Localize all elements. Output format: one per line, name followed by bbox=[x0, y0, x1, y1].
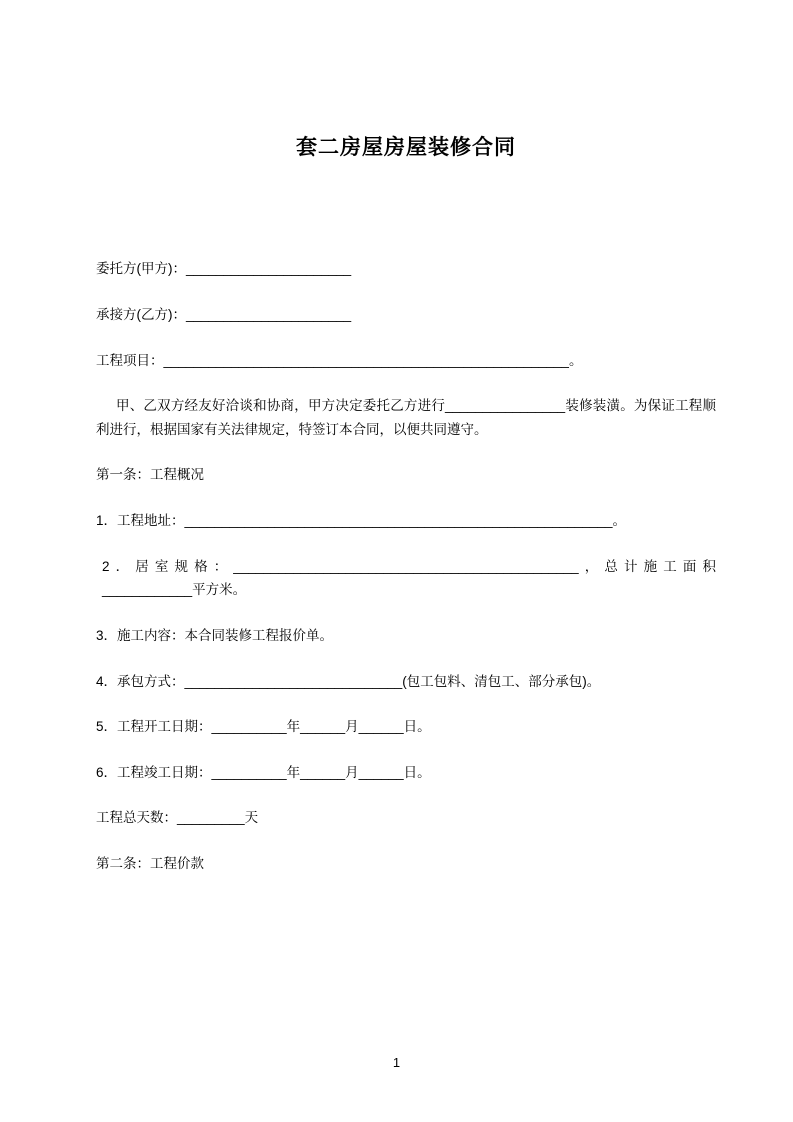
field-project-label: 工程项目： bbox=[96, 352, 164, 368]
section-2-heading: 第二条：工程价款 bbox=[96, 856, 204, 872]
field-party-a bbox=[96, 257, 716, 281]
field-party-b bbox=[96, 303, 716, 327]
section-1-heading: 第一条：工程概况 bbox=[96, 467, 204, 483]
page-title: 套二房屋房屋装修合同 bbox=[296, 136, 516, 159]
field-party-b-blank: ______________________ bbox=[186, 306, 352, 322]
field-party-a-blank: ______________________ bbox=[186, 261, 352, 277]
intro-paragraph: 甲、乙双方经友好洽谈和协商，甲方决定委托乙方进行________________装修装潢。为保证工程顺利进行，根据国家有关法律规定，特签订本合同，以便共同遵守。 bbox=[96, 398, 716, 437]
document-content bbox=[96, 0, 716, 898]
section-1-item-5: 5．工程开工日期：__________年______月______日。 bbox=[96, 719, 431, 735]
page-number: 1 bbox=[392, 1055, 401, 1070]
section-1-total-days: 工程总天数：_________天 bbox=[96, 810, 259, 826]
field-party-b-label: 承接方(乙方)： bbox=[96, 306, 186, 322]
section-1-item-3: 3．施工内容：本合同装修工程报价单。 bbox=[96, 627, 334, 643]
section-1-item-6: 6．工程竣工日期：__________年______月______日。 bbox=[96, 764, 431, 780]
field-project bbox=[96, 349, 716, 373]
section-1-item-4: 4．承包方式：_____________________________(包工包料、清包工、部分承包)。 bbox=[96, 673, 601, 689]
document-body bbox=[96, 257, 716, 875]
field-project-blank: ______________________________________________________ bbox=[163, 352, 569, 368]
field-project-suffix: 。 bbox=[568, 352, 583, 368]
section-1-item-1: 1．工程地址：_________________________________________________________。 bbox=[96, 513, 626, 529]
section-1-item-2: 2．居室规格：______________________________________________，总计施工面积____________平方米。 bbox=[102, 558, 716, 598]
field-party-a-label: 委托方(甲方)： bbox=[96, 261, 186, 277]
